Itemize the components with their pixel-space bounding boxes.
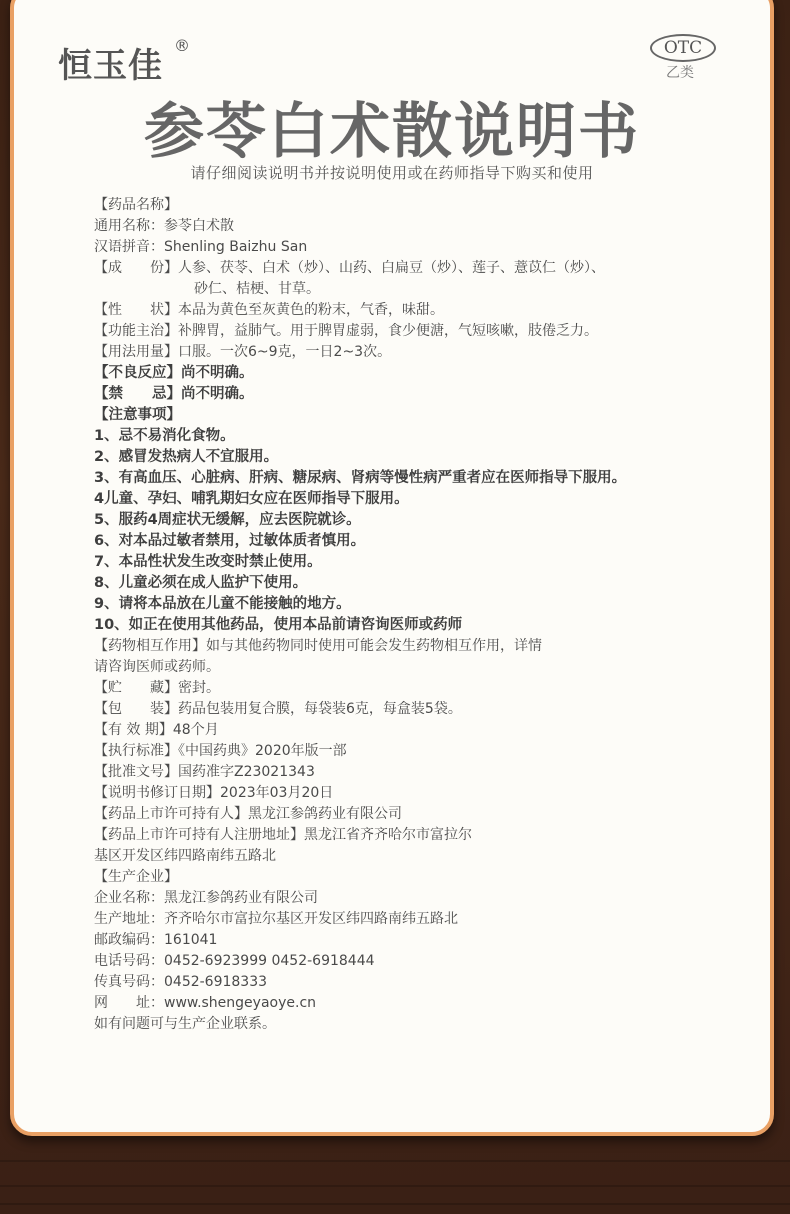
storage: 【贮 藏】密封。: [94, 680, 220, 696]
document-subtitle: 请仔细阅读说明书并按说明使用或在药师指导下购买和使用: [190, 164, 594, 182]
document-title: 参苓白术散说明书: [144, 97, 640, 167]
section-drug-name: 【药品名称】: [94, 197, 178, 213]
appearance: 【性 状】本品为黄色至灰黄色的粉末，气香，味甜。: [94, 302, 444, 318]
precaution-item: 6、对本品过敏者禁用，过敏体质者慎用。: [94, 533, 366, 549]
packaging: 【包 装】药品包装用复合膜，每袋装6克，每盒装5袋。: [94, 701, 462, 717]
otc-class-label: 乙类: [666, 65, 694, 81]
wood-grain: [0, 1203, 790, 1205]
phone-numbers: 电话号码：0452-6923999 0452-6918444: [94, 953, 375, 969]
manufacturer-address: 生产地址：齐齐哈尔市富拉尔基区开发区纬四路南纬五路北: [94, 911, 458, 927]
pinyin-name: 汉语拼音：Shenling Baizhu San: [94, 239, 308, 255]
brand-name: 恒玉佳: [58, 46, 163, 86]
precaution-item: 2、感冒发热病人不宜服用。: [94, 449, 279, 465]
precaution-item: 4儿童、孕妇、哺乳期妇女应在医师指导下服用。: [94, 491, 409, 507]
shelf-life: 【有 效 期】48个月: [94, 722, 219, 738]
license-holder: 【药品上市许可持有人】黑龙江参鸽药业有限公司: [94, 806, 402, 822]
approval-number: 【批准文号】国药准字Z23021343: [94, 764, 315, 780]
precaution-item: 10、如正在使用其他药品，使用本品前请咨询医师或药师: [94, 617, 463, 633]
ingredients-continued: 砂仁、桔梗、甘草。: [194, 281, 320, 297]
indications: 【功能主治】补脾胃，益肺气。用于脾胃虚弱，食少便溏，气短咳嗽，肢倦乏力。: [94, 323, 598, 339]
website: 网 址：www.shengeyaoye.cn: [94, 995, 317, 1011]
leaflet-paper: [10, 0, 774, 1136]
wood-grain: [0, 1160, 790, 1162]
adverse-reactions: 【不良反应】尚不明确。: [94, 365, 254, 381]
manufacturer-name: 企业名称：黑龙江参鸽药业有限公司: [94, 890, 318, 906]
revision-date: 【说明书修订日期】2023年03月20日: [94, 785, 334, 801]
drug-interactions-continued: 请咨询医师或药师。: [94, 659, 220, 675]
contact-note: 如有问题可与生产企业联系。: [94, 1016, 276, 1032]
drug-interactions: 【药物相互作用】如与其他药物同时使用可能会发生药物相互作用，详情: [94, 638, 542, 654]
precaution-item: 8、儿童必须在成人监护下使用。: [94, 575, 308, 591]
license-holder-address: 【药品上市许可持有人注册地址】黑龙江省齐齐哈尔市富拉尔: [94, 827, 472, 843]
section-precautions: 【注意事项】: [94, 407, 181, 423]
registered-mark: ®: [174, 36, 190, 55]
dosage: 【用法用量】口服。一次6~9克，一日2~3次。: [94, 344, 392, 360]
precaution-item: 5、服药4周症状无缓解，应去医院就诊。: [94, 512, 361, 528]
postal-code: 邮政编码：161041: [94, 932, 218, 948]
precaution-item: 3、有高血压、心脏病、肝病、糖尿病、肾病等慢性病严重者应在医师指导下服用。: [94, 470, 627, 486]
ingredients: 【成 份】人参、茯苓、白术（炒）、山药、白扁豆（炒）、莲子、薏苡仁（炒）、: [94, 260, 605, 276]
contraindications: 【禁 忌】尚不明确。: [94, 386, 254, 402]
fax-number: 传真号码：0452-6918333: [94, 974, 268, 990]
precaution-item: 9、请将本品放在儿童不能接触的地方。: [94, 596, 351, 612]
otc-badge: OTC: [650, 34, 716, 62]
license-holder-address-continued: 基区开发区纬四路南纬五路北: [94, 848, 276, 864]
precaution-item: 7、本品性状发生改变时禁止使用。: [94, 554, 322, 570]
common-name: 通用名称：参苓白术散: [94, 218, 234, 234]
wood-grain: [0, 1185, 790, 1187]
leaflet-content: [94, 195, 694, 1035]
precaution-item: 1、忌不易消化食物。: [94, 428, 235, 444]
section-manufacturer: 【生产企业】: [94, 869, 178, 885]
standard: 【执行标准】《中国药典》2020年版一部: [94, 743, 347, 759]
